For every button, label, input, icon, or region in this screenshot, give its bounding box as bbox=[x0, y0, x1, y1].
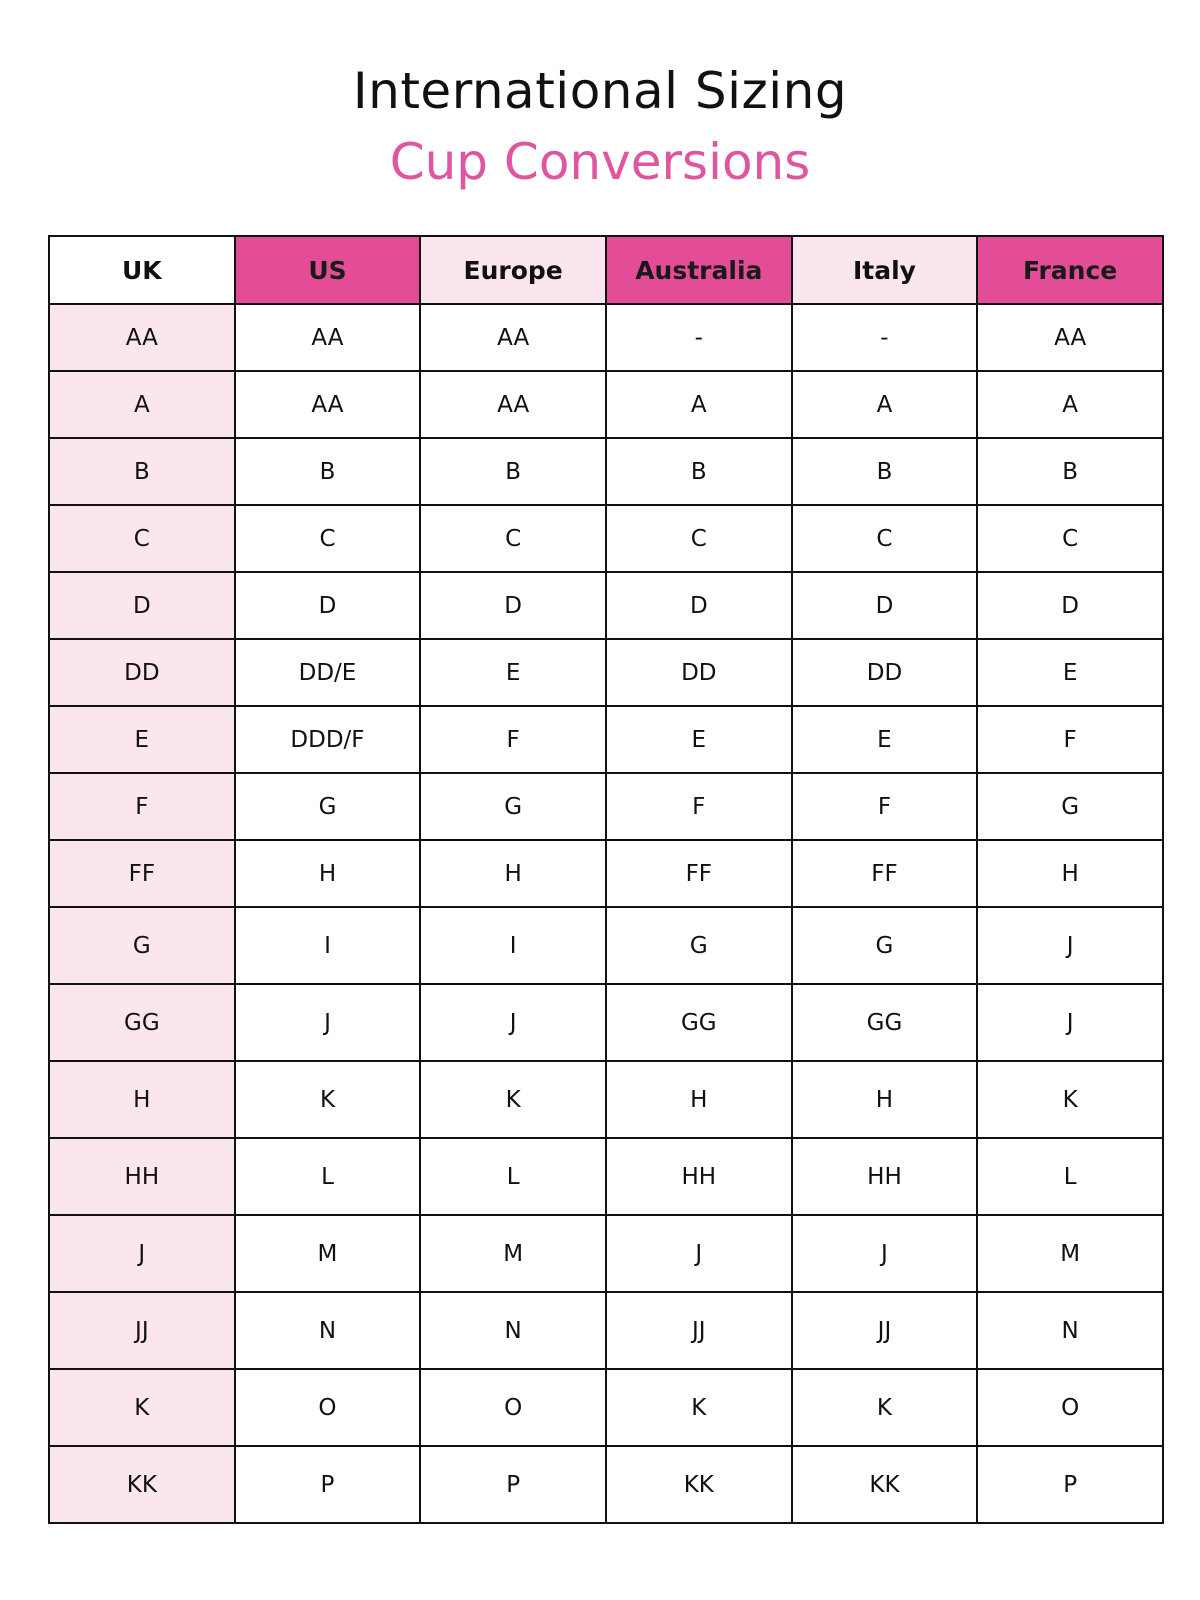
cell-italy: H bbox=[792, 1061, 978, 1138]
cell-uk: B bbox=[49, 438, 235, 505]
cell-us: H bbox=[235, 840, 421, 907]
cell-europe: C bbox=[420, 505, 606, 572]
cell-australia: C bbox=[606, 505, 792, 572]
cell-europe: J bbox=[420, 984, 606, 1061]
cell-france: G bbox=[977, 773, 1163, 840]
cell-australia: G bbox=[606, 907, 792, 984]
table-row bbox=[49, 706, 1163, 773]
table-row bbox=[49, 1061, 1163, 1138]
cell-france: M bbox=[977, 1215, 1163, 1292]
cell-us: DD/E bbox=[235, 639, 421, 706]
cell-france: J bbox=[977, 984, 1163, 1061]
cell-uk: GG bbox=[49, 984, 235, 1061]
cell-australia: DD bbox=[606, 639, 792, 706]
cell-europe: K bbox=[420, 1061, 606, 1138]
cell-us: K bbox=[235, 1061, 421, 1138]
table-row bbox=[49, 505, 1163, 572]
cell-italy: FF bbox=[792, 840, 978, 907]
cell-europe: P bbox=[420, 1446, 606, 1523]
cell-france: B bbox=[977, 438, 1163, 505]
cell-uk: AA bbox=[49, 304, 235, 371]
cell-europe: M bbox=[420, 1215, 606, 1292]
cell-us: L bbox=[235, 1138, 421, 1215]
cell-australia: K bbox=[606, 1369, 792, 1446]
cell-italy: J bbox=[792, 1215, 978, 1292]
cell-italy: JJ bbox=[792, 1292, 978, 1369]
page-title: International Sizing bbox=[352, 62, 848, 120]
column-header-australia: Australia bbox=[606, 236, 792, 304]
cell-uk: G bbox=[49, 907, 235, 984]
cell-us: M bbox=[235, 1215, 421, 1292]
cell-europe: O bbox=[420, 1369, 606, 1446]
table-row bbox=[49, 572, 1163, 639]
cell-europe: B bbox=[420, 438, 606, 505]
cell-australia: JJ bbox=[606, 1292, 792, 1369]
cell-us: DDD/F bbox=[235, 706, 421, 773]
cell-uk: E bbox=[49, 706, 235, 773]
cell-europe: L bbox=[420, 1138, 606, 1215]
table-row bbox=[49, 1446, 1163, 1523]
cell-italy: - bbox=[792, 304, 978, 371]
cell-italy: B bbox=[792, 438, 978, 505]
cell-us: I bbox=[235, 907, 421, 984]
cell-france: E bbox=[977, 639, 1163, 706]
cell-france: O bbox=[977, 1369, 1163, 1446]
cell-australia: GG bbox=[606, 984, 792, 1061]
cell-australia: D bbox=[606, 572, 792, 639]
cup-conversion-table bbox=[48, 235, 1164, 1524]
cell-australia: J bbox=[606, 1215, 792, 1292]
cell-europe: G bbox=[420, 773, 606, 840]
cell-france: AA bbox=[977, 304, 1163, 371]
column-header-us: US bbox=[235, 236, 421, 304]
cell-europe: N bbox=[420, 1292, 606, 1369]
cell-uk: F bbox=[49, 773, 235, 840]
table-header-row bbox=[49, 236, 1163, 304]
cell-italy: DD bbox=[792, 639, 978, 706]
cell-europe: D bbox=[420, 572, 606, 639]
cell-us: J bbox=[235, 984, 421, 1061]
table-row bbox=[49, 1369, 1163, 1446]
cell-uk: HH bbox=[49, 1138, 235, 1215]
cell-australia: FF bbox=[606, 840, 792, 907]
cell-uk: JJ bbox=[49, 1292, 235, 1369]
page-subtitle: Cup Conversions bbox=[389, 133, 811, 191]
cell-italy: KK bbox=[792, 1446, 978, 1523]
cell-italy: A bbox=[792, 371, 978, 438]
table-row bbox=[49, 1138, 1163, 1215]
cell-us: B bbox=[235, 438, 421, 505]
table-row bbox=[49, 371, 1163, 438]
cell-italy: D bbox=[792, 572, 978, 639]
table-row bbox=[49, 304, 1163, 371]
cell-italy: GG bbox=[792, 984, 978, 1061]
cell-italy: K bbox=[792, 1369, 978, 1446]
table-body bbox=[49, 304, 1163, 1523]
table-row bbox=[49, 639, 1163, 706]
cell-europe: I bbox=[420, 907, 606, 984]
cell-us: N bbox=[235, 1292, 421, 1369]
cell-france: K bbox=[977, 1061, 1163, 1138]
cell-uk: H bbox=[49, 1061, 235, 1138]
cell-france: H bbox=[977, 840, 1163, 907]
cell-france: N bbox=[977, 1292, 1163, 1369]
table-row bbox=[49, 907, 1163, 984]
cell-uk: C bbox=[49, 505, 235, 572]
cell-italy: C bbox=[792, 505, 978, 572]
cell-australia: - bbox=[606, 304, 792, 371]
cell-italy: F bbox=[792, 773, 978, 840]
table-row bbox=[49, 773, 1163, 840]
column-header-europe: Europe bbox=[420, 236, 606, 304]
cell-france: L bbox=[977, 1138, 1163, 1215]
table-row bbox=[49, 1292, 1163, 1369]
cell-uk: D bbox=[49, 572, 235, 639]
cell-europe: F bbox=[420, 706, 606, 773]
cell-italy: G bbox=[792, 907, 978, 984]
cell-europe: AA bbox=[420, 371, 606, 438]
cell-uk: A bbox=[49, 371, 235, 438]
cell-us: D bbox=[235, 572, 421, 639]
cell-france: C bbox=[977, 505, 1163, 572]
cell-us: O bbox=[235, 1369, 421, 1446]
cell-france: J bbox=[977, 907, 1163, 984]
cell-australia: HH bbox=[606, 1138, 792, 1215]
cell-france: A bbox=[977, 371, 1163, 438]
cell-australia: F bbox=[606, 773, 792, 840]
column-header-uk: UK bbox=[49, 236, 235, 304]
cell-australia: A bbox=[606, 371, 792, 438]
cell-europe: AA bbox=[420, 304, 606, 371]
cell-australia: B bbox=[606, 438, 792, 505]
cell-uk: FF bbox=[49, 840, 235, 907]
cell-uk: DD bbox=[49, 639, 235, 706]
table-row bbox=[49, 1215, 1163, 1292]
cell-uk: KK bbox=[49, 1446, 235, 1523]
cell-us: P bbox=[235, 1446, 421, 1523]
cell-us: C bbox=[235, 505, 421, 572]
cell-australia: H bbox=[606, 1061, 792, 1138]
cell-france: P bbox=[977, 1446, 1163, 1523]
cell-europe: H bbox=[420, 840, 606, 907]
cell-us: AA bbox=[235, 304, 421, 371]
cell-us: AA bbox=[235, 371, 421, 438]
table-row bbox=[49, 984, 1163, 1061]
cell-uk: J bbox=[49, 1215, 235, 1292]
cell-australia: E bbox=[606, 706, 792, 773]
cell-australia: KK bbox=[606, 1446, 792, 1523]
table-row bbox=[49, 438, 1163, 505]
cell-uk: K bbox=[49, 1369, 235, 1446]
cell-us: G bbox=[235, 773, 421, 840]
cell-france: D bbox=[977, 572, 1163, 639]
table-row bbox=[49, 840, 1163, 907]
cell-italy: E bbox=[792, 706, 978, 773]
cell-europe: E bbox=[420, 639, 606, 706]
column-header-italy: Italy bbox=[792, 236, 978, 304]
cell-france: F bbox=[977, 706, 1163, 773]
cell-italy: HH bbox=[792, 1138, 978, 1215]
column-header-france: France bbox=[977, 236, 1163, 304]
